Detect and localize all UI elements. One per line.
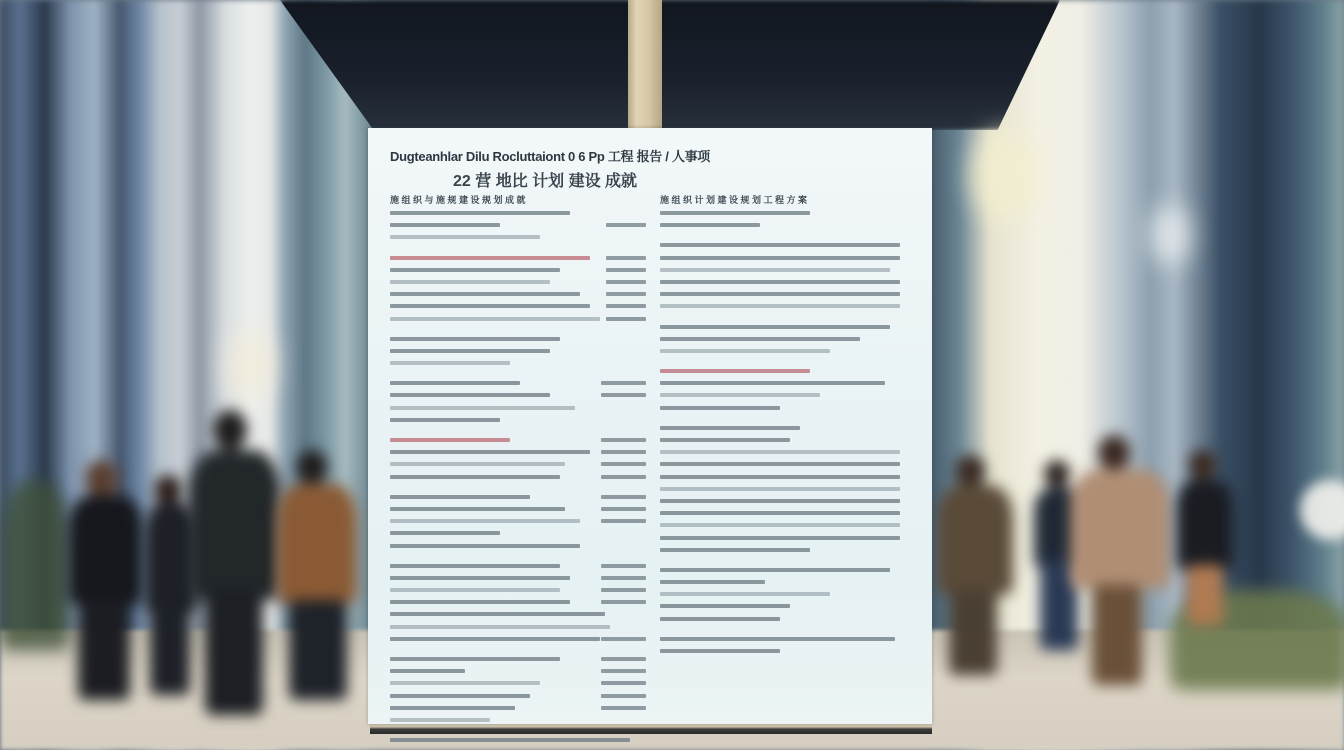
text-line	[660, 519, 908, 531]
text-line	[390, 288, 646, 300]
light-bokeh	[970, 130, 1040, 220]
text-line	[390, 515, 646, 527]
text-line	[390, 702, 646, 714]
text-line	[390, 357, 646, 369]
document-title: Dugteanhlar Dilu Rocluttaiont 0 6 Pp 工程 报告 / 人事项	[390, 149, 711, 164]
text-line	[390, 677, 646, 689]
text-line	[660, 333, 908, 345]
document-section	[660, 633, 908, 657]
pedestrian	[60, 460, 150, 700]
text-line	[660, 507, 908, 519]
document-section	[390, 491, 646, 552]
text-line	[390, 414, 646, 426]
text-line	[390, 665, 646, 677]
document-section	[660, 422, 908, 556]
text-line	[390, 596, 646, 608]
light-bokeh	[225, 330, 275, 400]
text-line	[660, 495, 908, 507]
text-line	[390, 389, 646, 401]
section-heading: 施 组 织 计 划 建 设 规 划 工 程 方 案	[660, 195, 808, 205]
text-line	[660, 564, 908, 576]
corridor-ceiling	[280, 0, 1060, 130]
text-line	[390, 608, 646, 620]
document-section	[390, 653, 646, 726]
document-section	[390, 734, 646, 750]
section-heading: 施 组 织 与 施 规 建 设 规 划 成 就	[390, 195, 526, 205]
document-section	[660, 321, 908, 358]
text-line	[660, 264, 908, 276]
text-line	[660, 389, 908, 401]
text-line	[390, 491, 646, 503]
text-line	[390, 300, 646, 312]
text-line	[660, 377, 908, 389]
document-section	[390, 252, 646, 325]
document-section	[660, 365, 908, 414]
text-line	[390, 333, 646, 345]
text-line	[660, 600, 908, 612]
text-line	[390, 345, 646, 357]
document-section	[390, 194, 646, 244]
text-line	[660, 483, 908, 495]
text-line	[390, 690, 646, 702]
text-line	[660, 458, 908, 470]
text-line	[660, 239, 908, 251]
text-line	[390, 207, 646, 219]
text-line	[390, 540, 646, 552]
document-section	[660, 239, 908, 312]
text-line	[390, 633, 646, 645]
document-section	[390, 333, 646, 370]
pedestrian	[935, 455, 1015, 675]
pedestrian	[1175, 450, 1235, 625]
document-section	[660, 194, 908, 231]
text-line	[660, 588, 908, 600]
text-line	[660, 288, 908, 300]
text-line	[660, 345, 908, 357]
text-line	[660, 544, 908, 556]
text-line	[390, 572, 646, 584]
document-section	[390, 434, 646, 483]
text-line	[660, 446, 908, 458]
text-line	[660, 365, 908, 377]
text-line	[390, 231, 646, 243]
pedestrian	[275, 450, 360, 700]
light-bokeh	[1150, 205, 1190, 265]
text-line	[390, 252, 646, 264]
text-line	[390, 264, 646, 276]
text-line	[390, 714, 646, 726]
document-subtitle: 22 营 地比 计划 建设 成就	[453, 173, 638, 190]
text-line	[660, 471, 908, 483]
text-line	[390, 219, 646, 231]
text-line	[390, 276, 646, 288]
text-line	[390, 527, 646, 539]
document-right-column	[660, 194, 908, 665]
text-line	[660, 422, 908, 434]
text-line	[660, 321, 908, 333]
text-line	[390, 446, 646, 458]
text-line	[390, 434, 646, 446]
text-line	[660, 645, 908, 657]
text-line	[390, 584, 646, 596]
text-line	[390, 560, 646, 572]
text-line	[660, 633, 908, 645]
text-line	[390, 471, 646, 483]
document-section	[390, 560, 646, 645]
text-line	[660, 207, 908, 219]
text-line	[390, 746, 646, 750]
board-support-pole	[628, 0, 662, 132]
document-section	[660, 564, 908, 625]
text-line	[660, 434, 908, 446]
pedestrian	[1060, 435, 1180, 685]
text-line	[660, 532, 908, 544]
pedestrian	[185, 410, 285, 715]
text-line	[660, 252, 908, 264]
document-section	[390, 377, 646, 426]
text-line	[660, 219, 908, 231]
text-line	[660, 300, 908, 312]
text-line	[390, 503, 646, 515]
text-line	[390, 402, 646, 414]
text-line	[660, 402, 908, 414]
notice-board	[368, 128, 932, 724]
text-line	[660, 276, 908, 288]
text-line	[390, 734, 646, 746]
text-line	[390, 653, 646, 665]
text-line	[390, 313, 646, 325]
document-left-column	[390, 194, 646, 750]
text-line	[660, 613, 908, 625]
text-line	[390, 458, 646, 470]
text-line	[390, 621, 646, 633]
text-line	[390, 377, 646, 389]
text-line	[660, 576, 908, 588]
